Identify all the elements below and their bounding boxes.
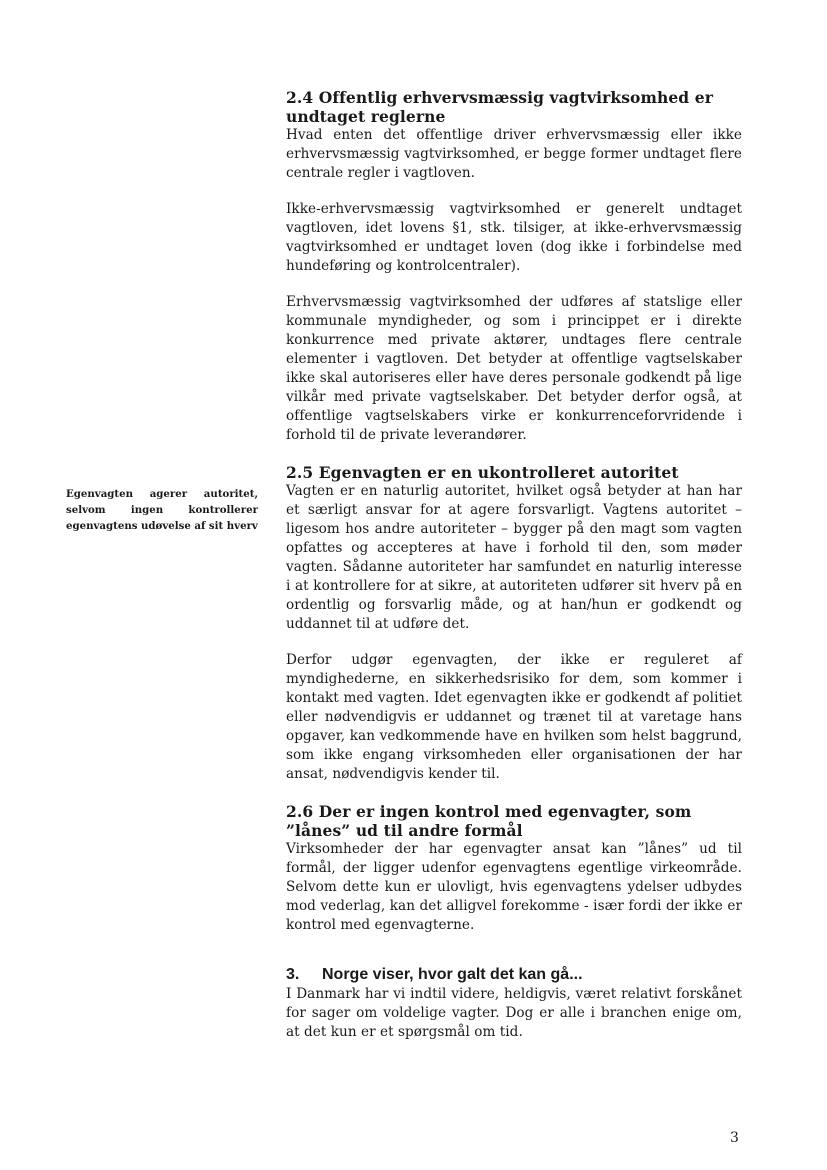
section-2-5-heading: 2.5 Egenvagten er en ukontrolleret autoritet: [286, 463, 679, 482]
section-3-title: Norge viser, hvor galt det kan gå...: [322, 966, 583, 983]
section-3: [286, 965, 742, 1042]
section-2-4-paragraph-1: Hvad enten det offentlige driver erhvervsmæssig eller ikke erhvervsmæssig vagtvirksomhed, er begge former undtaget flere centrale regler i vagtloven.: [286, 127, 742, 181]
main-column: [286, 88, 742, 1060]
section-2-4-heading: 2.4 Offentlig erhvervsmæssig vagtvirksomhed er undtaget reglerne: [286, 88, 713, 126]
section-3-heading: [286, 965, 742, 985]
section-2-4-paragraph-3: Erhvervsmæssig vagtvirksomhed der udføres af statslige eller kommunale myndigheder, og som i princippet er i direkte konkurrence med private aktører, undtages flere centrale elementer i vagtloven. Det betyder at offentlige vagtselskaber ikke skal autoriseres eller have deres personale godkendt på lige vilkår med private vagtselskaber. Det betyder derfor også, at offentlige vagtselskabers virke er konkurrenceforvridende i forhold til de private leverandører.: [286, 294, 742, 443]
section-3-paragraph-1: I Danmark har vi indtil videre, heldigvis, været relativt forskånet for sager om voldelige vagter. Dog er alle i branchen enige om, at det kun er et spørgsmål om tid.: [286, 986, 742, 1040]
section-2-6-heading: 2.6 Der er ingen kontrol med egenvagter, som ”lånes” ud til andre formål: [286, 802, 692, 840]
section-2-5: [286, 463, 742, 784]
page-number: 3: [730, 1130, 739, 1146]
section-2-6-paragraph-1: Virksomheder der har egenvagter ansat kan ”lånes” ud til formål, der ligger udenfor egenvagtens egentlige virkeområde. Selvom dette kun er ulovligt, hvis egenvagtens ydelser udbydes mod vederlag, kan det alligvel forekomme - især fordi der ikke er kontrol med egenvagterne.: [286, 841, 742, 933]
margin-note: Egenvagten agerer autoritet, selvom ingen kontrollerer egenvagtens udøvelse af sit hverv: [66, 488, 258, 532]
section-2-4-paragraph-2: Ikke-erhvervsmæssig vagtvirksomhed er generelt undtaget vagtloven, idet lovens §1, stk. tilsiger, at ikke-erhvervsmæssig vagtvirksomhed er undtaget loven (dog ikke i forbindelse med hundeføring og kontrolcentraler).: [286, 201, 742, 274]
section-2-6: [286, 802, 742, 935]
section-2-4: [286, 88, 742, 445]
section-2-5-paragraph-1: Vagten er en naturlig autoritet, hvilket også betyder at han har et særligt ansvar for at agere forsvarligt. Vagtens autoritet – ligesom hos andre autoriteter – bygger på den magt som vagten opfattes og accepteres at have i forhold til den, som møder vagten. Sådanne autoriteter har samfundet en naturlig interesse i at kontrollere for at sikre, at autoriteten udfører sit hverv på en ordentlig og forsvarlig måde, og at han/hun er godkendt og uddannet til at udføre det.: [286, 483, 742, 632]
section-2-5-paragraph-2: Derfor udgør egenvagten, der ikke er reguleret af myndighederne, en sikkerhedsrisiko for dem, som kommer i kontakt med vagten. Idet egenvagten ikke er godkendt af politiet eller nødvendigvis er uddannet og trænet til at varetage hans opgaver, kan vedkommende have en hvilken som helst baggrund, som ikke engang virksomheden eller organisationen der har ansat, nødvendigvis kender til.: [286, 652, 742, 782]
section-3-number: 3.: [286, 966, 300, 983]
